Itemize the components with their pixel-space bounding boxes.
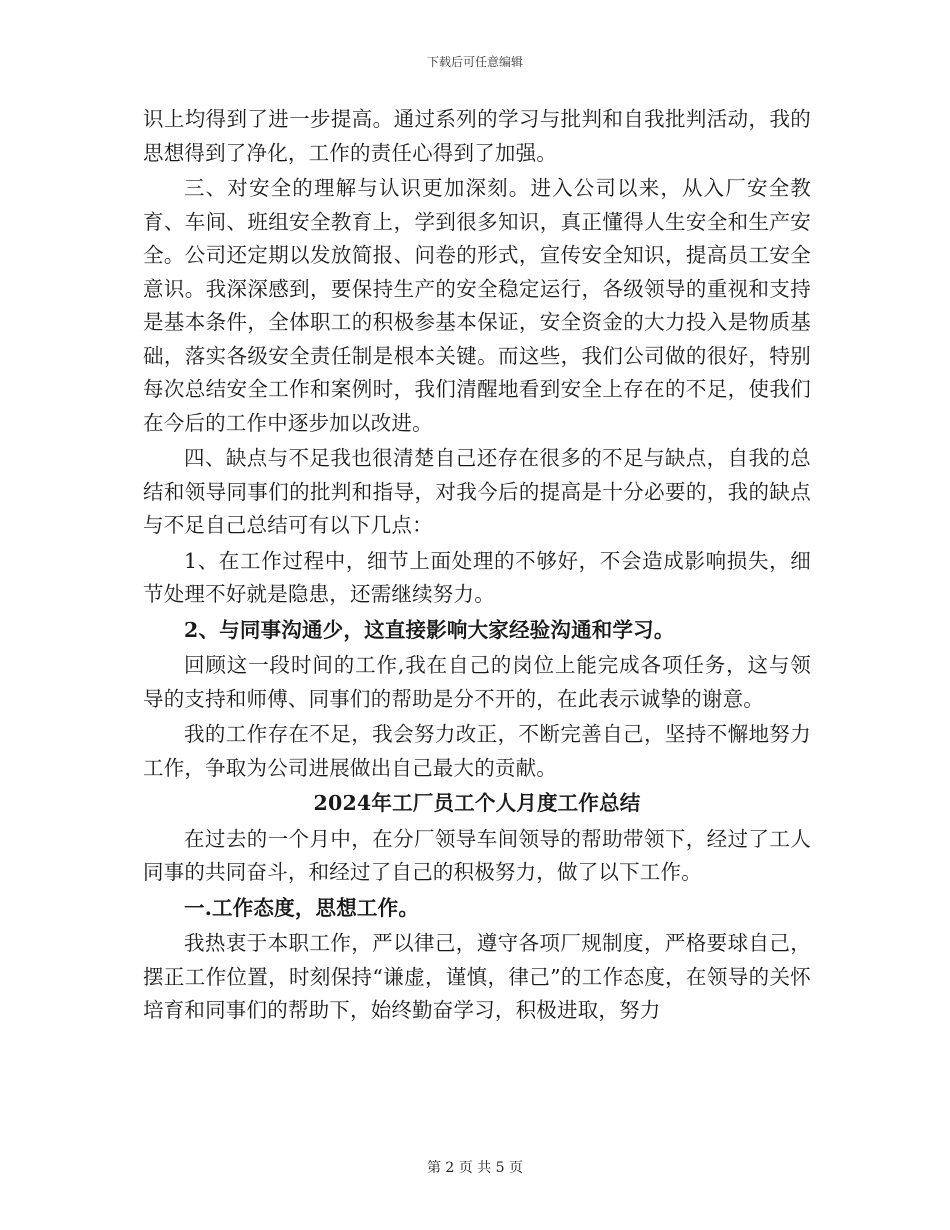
section-title: 2024年工厂员工个人月度工作总结 xyxy=(313,791,641,815)
paragraph-review: 回顾这一段时间的工作,我在自己的岗位上能完成各项任务，这与领导的支持和师傅、同事们的帮助是分不开的，在此表示诚挚的谢意。 xyxy=(143,653,811,711)
page-footer: 第 2 页 共 5 页 xyxy=(426,1160,524,1176)
paragraph-commitment: 我的工作存在不足，我会努力改正，不断完善自己，坚持不懈地努力工作，争取为公司进展做出自己最大的贡献。 xyxy=(143,722,811,780)
document-body xyxy=(143,103,811,1028)
paragraph-intro: 在过去的一个月中，在分厂领导车间领导的帮助带领下，经过了工人同事的共同奋斗，和经过了自己的积极努力，做了以下工作。 xyxy=(143,826,811,884)
paragraph-safety-understanding: 三、对安全的理解与认识更加深刻。进入公司以来，从入厂安全教育、车间、班组安全教育上，学到很多知识，真正懂得人生安全和生产安全。公司还定期以发放简报、问卷的形式，宣传安全知识，提高员工安全意识。我深深感到，要保持生产的安全稳定运行，各级领导的重视和支持是基本条件，全体职工的积极参基本保证，安全资金的大力投入是物质基础，落实各级安全责任制是根本关键。而这些，我们公司做的很好，特别每次总结安全工作和案例时，我们清醒地看到安全上存在的不足，使我们在今后的工作中逐步加以改进。 xyxy=(143,176,811,435)
paragraph-item-1: 1、在工作过程中，细节上面处理的不够好，不会造成影响损失，细节处理不好就是隐患，还需继续努力。 xyxy=(143,548,811,606)
paragraph-continuation: 识上均得到了进一步提高。通过系列的学习与批判和自我批判活动，我的思想得到了净化，工作的责任心得到了加强。 xyxy=(143,107,811,165)
paragraph-shortcomings: 四、缺点与不足我也很清楚自己还存在很多的不足与缺点，自我的总结和领导同事们的批判和指导，对我今后的提高是十分必要的，我的缺点与不足自己总结可有以下几点： xyxy=(143,446,811,537)
section-heading-attitude: 一.工作态度，思想工作。 xyxy=(184,895,420,920)
page-header: 下载后可任意编辑 xyxy=(426,55,523,69)
paragraph-item-2: 2、与同事沟通少，这直接影响大家经验沟通和学习。 xyxy=(184,617,675,642)
paragraph-attitude: 我热衷于本职工作，严以律己，遵守各项厂规制度，严格要球自己，摆正工作位置，时刻保持“谦虚，谨慎，律己”的工作态度，在领导的关怀培育和同事们的帮助下，始终勤奋学习，积极进取，努力 xyxy=(143,931,811,1022)
